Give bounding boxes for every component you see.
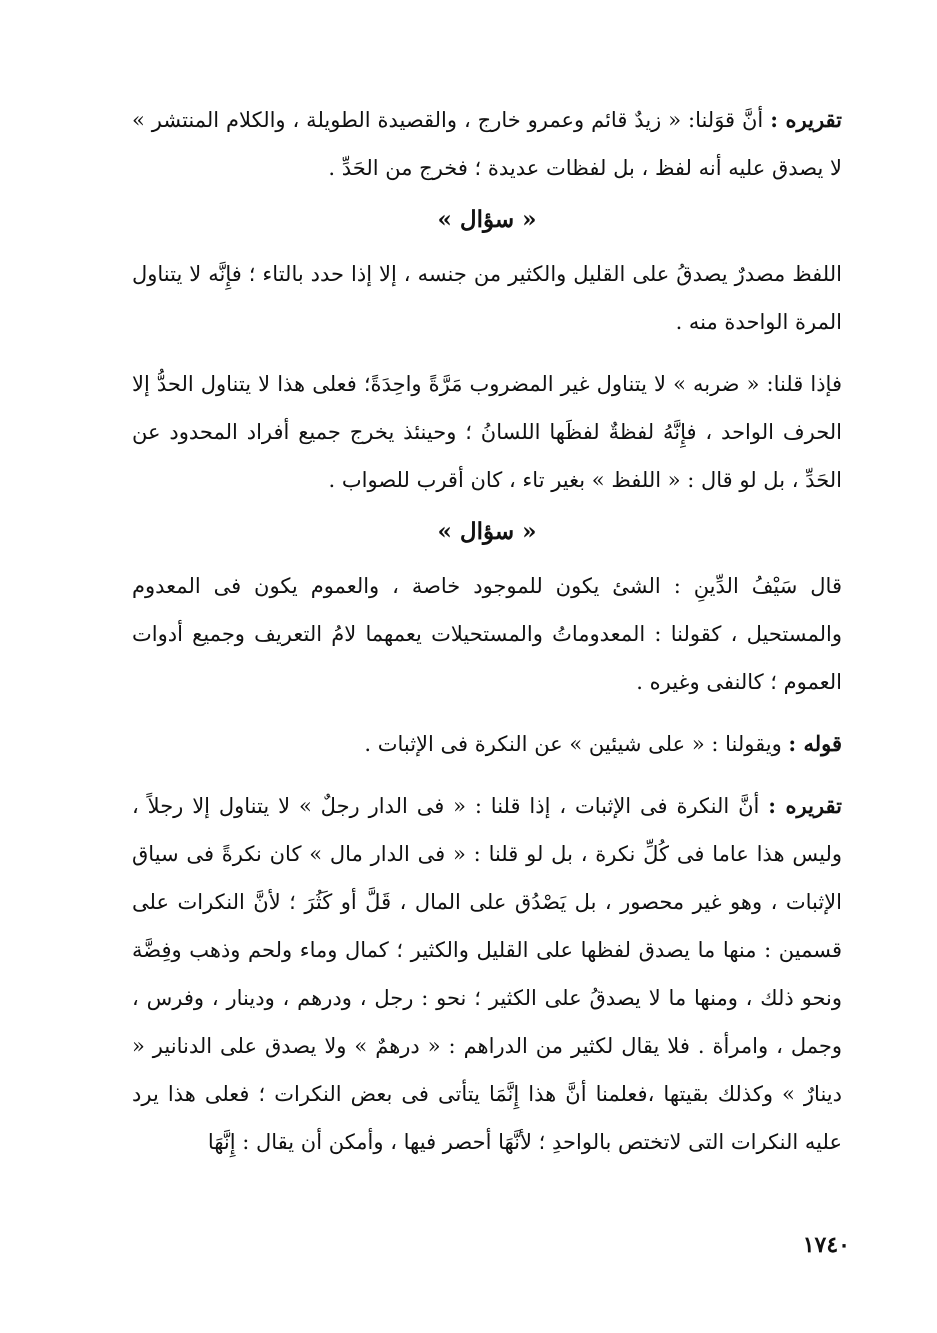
paragraph-explanation-2 xyxy=(132,782,842,1166)
paragraph-qawluhu xyxy=(132,720,842,768)
paragraph-sayf-al-din: قال سَيْفُ الدِّينِ : الشئ يكون للموجود خاصة ، والعموم يكون فى المعدوم والمستحيل ، كقولنا : المعدوماتُ والمستحيلات يعمهما لامُ التعريف وجميع أدوات العموم ؛ كالنفى وغيره . xyxy=(132,574,842,694)
paragraph-text: أنَّ قوَلنا: « زيدٌ قائم وعمرو خارج ، والقصيدة الطويلة ، والكلام المنتشر » لا يصدق عليه أنه لفظ ، بل لفظات عديدة ؛ فخرج من الحَدِّ . xyxy=(132,108,842,180)
paragraph-lead: تقريره : xyxy=(770,107,843,132)
paragraph-text: ويقولنا : « على شيئين » عن النكرة فى الإثبات . xyxy=(364,732,789,756)
paragraph-lead: قوله : xyxy=(788,731,842,756)
page-number: ١٧٤٠ xyxy=(802,1232,850,1258)
section-heading-question-2: « سؤال » xyxy=(437,518,537,545)
paragraph-lafz-definition: اللفظ مصدرٌ يصدقُ على القليل والكثير من جنسه ، إلا إذا حدد بالتاء ؛ فإِنَّه لا يتناول المرة الواحدة منه . xyxy=(132,262,842,334)
paragraph-text: أنَّ النكرة فى الإثبات ، إذا قلنا : « فى الدار رجلٌ » لا يتناول إلا رجلاً ، وليس هذا عاما فى كُلِّ نكرة ، بل لو قلنا : « فى الدار مال » كان نكرةً فى سياق الإثبات ، وهو غير محصور ، بل يَصْدُق على المال ، قَلَّ أو كَثُرَ ؛ لأنَّ النكرات على قسمين : منها ما يصدق لفظها على القليل والكثير ؛ كمال وماء ولحم وذهب وفِضَّة ونحو ذلك ، ومنها ما لا يصدقُ على الكثير ؛ نحو : رجل ، ودرهم ، ودينار ، وفرس ، وجمل ، وامرأة . فلا يقال لكثير من الدراهم : « درهمٌ » ولا يصدق على الدنانير « دينارٌ » وكذلك بقيتها ،فعلمنا أنَّ هذا إِنَّمَا يتأتى فى بعض النكرات ؛ فعلى هذا يرد عليه النكرات التى لاتختص بالواحدِ ؛ لأنَّهَا أحصر فيها ، وأمكن أن يقال : إِنَّهَا xyxy=(132,794,842,1154)
paragraph-lead: تقريره : xyxy=(768,793,842,818)
page-body xyxy=(132,96,842,1166)
section-heading-question-1: « سؤال » xyxy=(437,206,537,233)
paragraph-explanation-1 xyxy=(132,96,842,192)
paragraph-darbah-example: فإذا قلنا: « ضربه » لا يتناول غير المضروب مَرَّةً واحِدَةً؛ فعلى هذا لا يتناول الحدُّ إلا الحرف الواحد ، فإِنَّهُ لفظةٌ لفظَها اللسانُ ؛ وحينئذ يخرج جميع أفراد المحدود عن الحَدِّ ، بل لو قال : « اللفظ » بغير تاء ، كان أقرب للصواب . xyxy=(132,372,842,492)
